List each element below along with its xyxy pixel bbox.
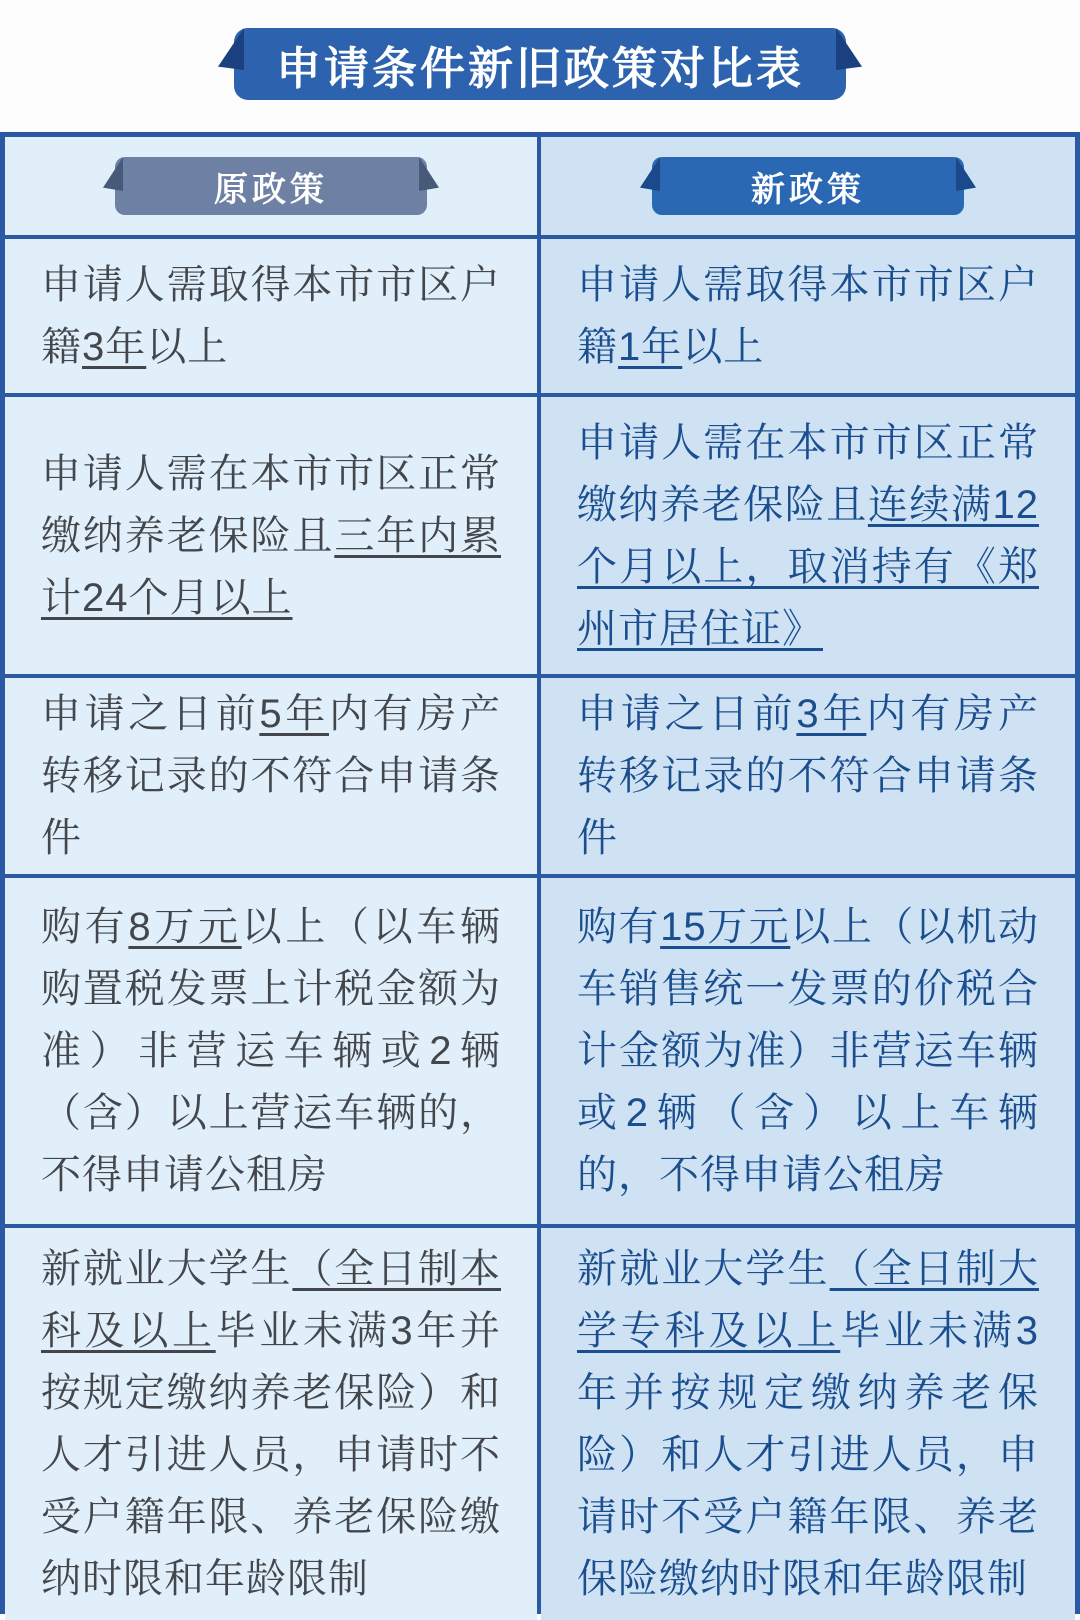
table-row-4-new-cell (541, 878, 1075, 1224)
page-title: 申请条件新旧政策对比表 (275, 42, 804, 94)
row-5-new-text: 新就业大学生（全日制大学专科及以上毕业未满3年并按规定缴纳养老保险）和人才引进人员，申请时不受户籍年限、养老保险缴纳时限和年龄限制 (577, 1247, 1040, 1601)
table-row-2-old-cell (5, 397, 537, 674)
ribbon-fold-right-icon (836, 28, 862, 70)
table-row-1-new-cell (541, 239, 1075, 393)
ribbon-fold-left-icon (218, 28, 244, 70)
table-row-4-old-cell (5, 878, 537, 1224)
new-policy-header-cell (541, 137, 1075, 235)
row-2-new-text: 申请人需在本市市区正常缴纳养老保险且连续满12个月以上，取消持有《郑州市居住证》 (577, 420, 1040, 651)
new-policy-header-label: 新政策 (751, 170, 865, 209)
ribbon-fold-left-icon (640, 157, 660, 191)
row-3-old-text: 申请之日前5年内有房产转移记录的不符合申请条件 (41, 692, 502, 860)
row-2-old-text: 申请人需在本市市区正常缴纳养老保险且三年内累计24个月以上 (41, 451, 502, 620)
row-3-new-text: 申请之日前3年内有房产转移记录的不符合申请条件 (577, 692, 1039, 860)
title-ribbon (234, 28, 846, 100)
table-row-3-old-cell (5, 678, 537, 874)
old-policy-header-cell (5, 137, 537, 235)
old-policy-header-label: 原政策 (214, 170, 328, 209)
ribbon-fold-right-icon (419, 157, 439, 191)
row-5-old-text: 新就业大学生（全日制本科及以上毕业未满3年并按规定缴纳养老保险）和人才引进人员，申请时不受户籍年限、养老保险缴纳时限和年龄限制 (41, 1247, 502, 1601)
table-row-2-new-cell (541, 397, 1075, 674)
row-4-old-text: 购有8万元以上（以车辆购置税发票上计税金额为准）非营运车辆或2辆（含）以上营运车辆的，不得申请公租房 (41, 905, 502, 1197)
comparison-table (0, 132, 1080, 1614)
row-4-new-text: 购有15万元以上（以机动车销售统一发票的价税合计金额为准）非营运车辆或2辆（含）以上车辆的，不得申请公租房 (577, 905, 1040, 1197)
ribbon-fold-left-icon (103, 157, 123, 191)
old-policy-header-ribbon (115, 157, 427, 215)
table-row-3-new-cell (541, 678, 1075, 874)
ribbon-fold-right-icon (956, 157, 976, 191)
row-1-old-text: 申请人需取得本市市区户籍3年以上 (41, 263, 501, 369)
table-row-5-old-cell (5, 1228, 537, 1620)
table-row-1-old-cell (5, 239, 537, 393)
table-row-5-new-cell (541, 1228, 1075, 1620)
new-policy-header-ribbon (652, 157, 964, 215)
row-1-new-text: 申请人需取得本市市区户籍1年以上 (577, 263, 1039, 369)
